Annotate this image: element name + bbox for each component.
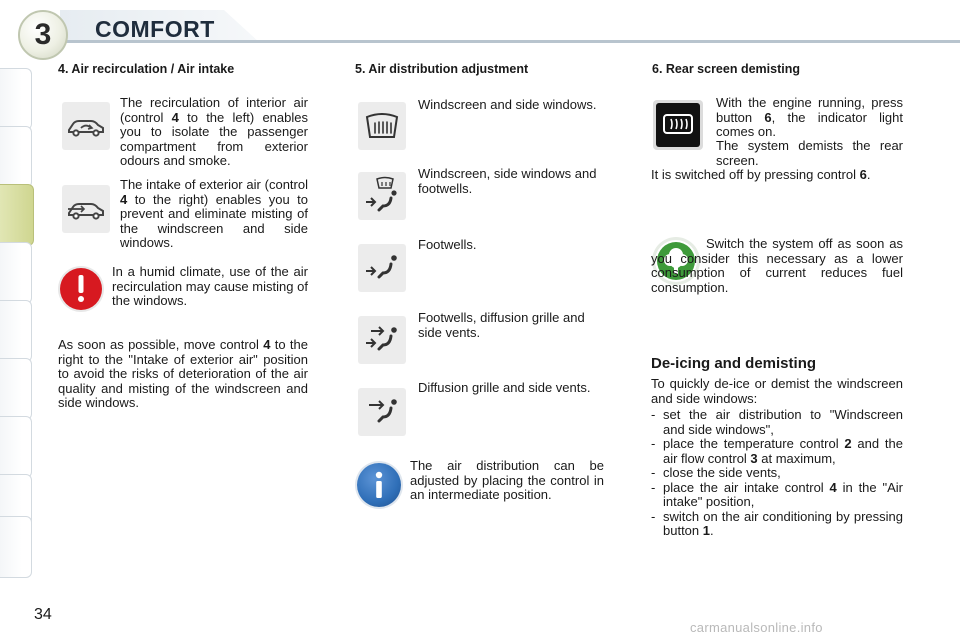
section-heading-air-recirculation: 4. Air recirculation / Air intake <box>58 62 235 76</box>
footwells-icon <box>358 244 406 292</box>
watermark: carmanualsonline.info <box>690 620 823 635</box>
section-heading-air-distribution: 5. Air distribution adjustment <box>355 62 529 76</box>
deicing-heading: De-icing and demisting <box>651 355 817 372</box>
rear-demist-engine-text: With the engine running, press button 6, the indicator light comes on. <box>716 95 903 139</box>
deicing-step-4: - place the air intake control 4 in the "Air intake" position, <box>651 481 903 510</box>
warning-icon <box>60 268 102 310</box>
deicing-step-3: - close the side vents, <box>651 466 903 481</box>
page-number: 34 <box>34 606 52 623</box>
footwells-vents-icon <box>358 316 406 364</box>
distribution-option-1: Windscreen and side windows. <box>418 97 597 112</box>
chapter-tab-5[interactable] <box>0 300 32 362</box>
humid-climate-warning-text: In a humid climate, use of the air recirculation may cause misting of the windows. <box>112 264 308 308</box>
distribution-option-4: Footwells, diffusion grille and side vents. <box>418 310 585 340</box>
chapter-tabs <box>0 68 34 578</box>
rear-demist-system-text: The system demists the rear screen. <box>716 138 903 168</box>
chapter-tab-3-active[interactable] <box>0 184 34 246</box>
distribution-option-5: Diffusion grille and side vents. <box>418 380 591 395</box>
chapter-tab-1[interactable] <box>0 68 32 130</box>
distribution-option-3: Footwells. <box>418 237 477 252</box>
distribution-option-2: Windscreen, side windows and footwells. <box>418 166 597 196</box>
chapter-tab-7[interactable] <box>0 416 32 478</box>
deicing-steps-list <box>651 408 903 539</box>
air-intake-text: The intake of exterior air (control 4 to the right) enables you to prevent and eliminate misting of the windscreen and side windows. <box>120 177 308 250</box>
recirculation-icon <box>62 102 110 150</box>
deicing-step-5: - switch on the air conditioning by pressing button 1. <box>651 510 903 539</box>
deicing-step-1: - set the air distribution to "Windscreen and side windows", <box>651 408 903 437</box>
move-control-text: As soon as possible, move control 4 to the right to the "Intake of exterior air" position to avoid the risks of deterioration of the air quality and misting of the windscreen and side windows. <box>58 337 308 410</box>
air-intake-icon <box>62 185 110 233</box>
chapter-tab-4[interactable] <box>0 242 32 304</box>
chapter-tab-9[interactable] <box>0 516 32 578</box>
windscreen-demist-icon <box>358 102 406 150</box>
section-heading-rear-screen: 6. Rear screen demisting <box>652 62 800 76</box>
chapter-number: 3 <box>34 18 52 51</box>
deicing-intro-text: To quickly de-ice or demist the windscreen and side windows: <box>651 376 903 406</box>
recirculation-text: The recirculation of interior air (control 4 to the left) enables you to isolate the passenger compartment from exterior odours and smoke. <box>120 95 308 168</box>
intermediate-position-info-text: The air distribution can be adjusted by placing the control in an intermediate position. <box>410 458 604 502</box>
chapter-title: COMFORT <box>95 16 215 42</box>
page-header <box>0 0 960 60</box>
deicing-step-2: - place the temperature control 2 and the air flow control 3 at maximum, <box>651 437 903 466</box>
chapter-badge <box>18 10 68 60</box>
rear-demist-switch-off-text: It is switched off by pressing control 6. <box>651 167 871 182</box>
windscreen-footwells-icon <box>358 172 406 220</box>
vents-icon <box>358 388 406 436</box>
rear-screen-demist-button-icon <box>653 100 703 150</box>
chapter-tab-6[interactable] <box>0 358 32 420</box>
info-icon <box>357 463 401 507</box>
chapter-tab-2[interactable] <box>0 126 32 188</box>
eco-fuel-consumption-text: Switch the system off as soon as you consider this necessary as a lower consumption of current reduces fuel consumption. <box>651 236 903 295</box>
